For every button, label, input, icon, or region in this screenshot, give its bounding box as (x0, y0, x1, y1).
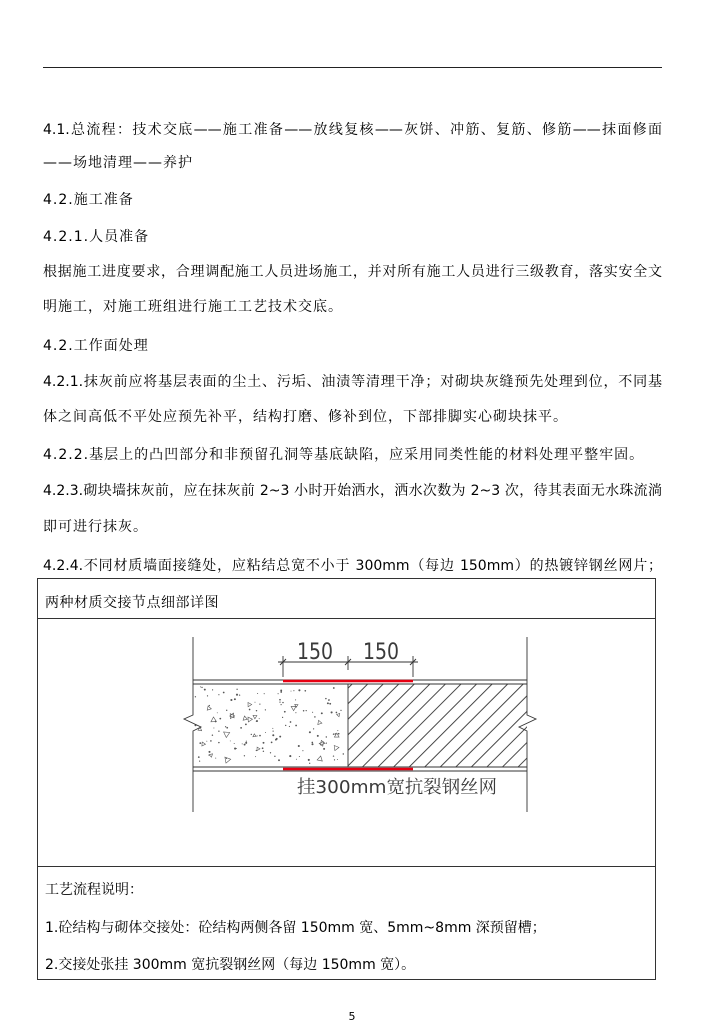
concrete-aggregate-dot (334, 759, 335, 760)
concrete-aggregate-dot (337, 730, 338, 731)
concrete-aggregate-dot (245, 742, 247, 744)
overall-process-text: 4.1.总流程：技术交底——施工准备——放线复核——灰饼、冲筋、复筋、修筋——抹面修面 (43, 122, 662, 138)
concrete-aggregate-dot (218, 730, 219, 731)
concrete-aggregate-dot (208, 751, 210, 753)
concrete-aggregate-dot (255, 702, 256, 703)
concrete-aggregate-dot (328, 700, 329, 701)
caption-cell (38, 579, 655, 619)
concrete-aggregate-dot (236, 694, 238, 696)
concrete-aggregate-dot (302, 750, 303, 751)
masonry-block (348, 684, 527, 767)
concrete-aggregate-dot (200, 686, 201, 687)
page-number: 5 (348, 1010, 356, 1023)
concrete-aggregate-dot (295, 699, 296, 700)
personnel-preparation-text-continued: 明施工，对施工班组进行施工工艺技术交底。 (43, 299, 343, 315)
concrete-aggregate-dot (338, 733, 340, 735)
concrete-aggregate-dot (326, 736, 327, 737)
concrete-aggregate-dot (311, 742, 313, 744)
concrete-aggregate-dot (256, 720, 258, 722)
concrete-aggregate-dot (333, 733, 335, 735)
concrete-aggregate-dot (276, 738, 278, 740)
concrete-aggregate-dot (308, 759, 310, 761)
concrete-aggregate-dot (263, 742, 265, 744)
concrete-aggregate-dot (259, 718, 260, 719)
concrete-aggregate-dot (234, 698, 236, 700)
concrete-aggregate-dot (259, 735, 261, 737)
junction-detail-drawing (37, 618, 656, 866)
note-item-2: 2.交接处张挂 300mm 宽抗裂钢丝网（每边 150mm 宽）。 (45, 957, 416, 973)
concrete-aggregate-dot (285, 725, 286, 726)
concrete-aggregate-dot (234, 743, 235, 744)
notes-title: 工艺流程说明： (45, 882, 143, 898)
concrete-aggregate-dot (236, 689, 237, 690)
concrete-aggregate-dot (279, 701, 280, 702)
concrete-aggregate-dot (296, 759, 297, 760)
concrete-aggregate-dot (331, 711, 333, 713)
concrete-aggregate-dot (234, 748, 236, 750)
concrete-aggregate-dot (204, 689, 206, 691)
concrete-aggregate-dot (263, 751, 264, 752)
concrete-aggregate-dot (245, 723, 247, 725)
concrete-aggregate-dot (309, 731, 311, 733)
heading-construction-preparation: 4.2.施工准备 (43, 192, 134, 208)
dimension-label-right: 150 (363, 640, 399, 665)
concrete-aggregate-dot (225, 726, 226, 727)
concrete-aggregate-dot (198, 756, 200, 758)
concrete-aggregate-dot (199, 742, 201, 744)
heading-personnel-preparation: 4.2.1.人员准备 (43, 229, 150, 245)
concrete-aggregate-dot (306, 710, 307, 711)
concrete-aggregate-dot (298, 745, 300, 747)
concrete-aggregate-dot (264, 693, 265, 694)
concrete-aggregate-dot (249, 709, 251, 711)
concrete-aggregate-dot (280, 690, 282, 692)
concrete-aggregate-dot (209, 705, 210, 706)
detail-caption: 两种材质交接节点细部详图 (45, 595, 219, 611)
concrete-aggregate-dot (278, 759, 280, 761)
block-wall-watering-text: 4.2.3.砌块墙抹灰前，应在抹灰前 2~3 小时开始洒水，洒水次数为 2~3 次，待其表面无水珠流淌 (43, 483, 662, 499)
concrete-aggregate-dot (206, 741, 207, 742)
concrete-aggregate-dot (329, 703, 331, 705)
concrete-aggregate-dot (272, 734, 274, 736)
concrete-aggregate-dot (218, 694, 219, 695)
concrete-aggregate-dot (230, 699, 232, 701)
concrete-aggregate-dot (281, 704, 282, 705)
header-rule (43, 67, 662, 68)
concrete-aggregate-dot (244, 755, 245, 756)
concrete-aggregate-dot (317, 735, 319, 737)
concrete-aggregate-dot (215, 758, 216, 759)
concrete-aggregate-dot (282, 717, 283, 718)
dimension-label-left: 150 (297, 640, 333, 665)
base-defects-text: 4.2.2.基层上的凸凹部分和非预留孔洞等基底缺陷，应采用同类性能的材料处理平整牢固。 (43, 447, 645, 463)
concrete-aggregate-dot (326, 743, 327, 744)
detail-table (37, 578, 656, 980)
personnel-preparation-text: 根据施工进度要求，合理调配施工人员进场施工，并对所有施工人员进行三级教育，落实安全文 (43, 264, 662, 280)
mesh-requirement-text: 4.2.4.不同材质墙面接缝处，应粘结总宽不小于 300mm（每边 150mm）的热镀锌钢丝网片； (43, 558, 662, 574)
concrete-aggregate-dot (240, 727, 242, 729)
concrete-aggregate-dot (313, 728, 314, 729)
concrete-aggregate-dot (270, 752, 271, 753)
heading-work-surface-treatment: 4.2.工作面处理 (43, 338, 149, 354)
diagram-cell (38, 619, 655, 867)
notes-cell (38, 867, 655, 979)
concrete-aggregate-dot (337, 759, 338, 760)
concrete-aggregate-dot (207, 695, 208, 696)
concrete-aggregate-dot (304, 690, 306, 692)
concrete-aggregate-dot (244, 744, 246, 746)
concrete-aggregate-dot (230, 740, 231, 741)
concrete-block (193, 684, 348, 767)
concrete-aggregate-dot (289, 755, 291, 757)
concrete-aggregate-dot (265, 732, 266, 733)
concrete-aggregate-dot (201, 687, 202, 688)
concrete-aggregate-dot (212, 689, 213, 690)
concrete-aggregate-dot (259, 704, 260, 705)
concrete-aggregate-dot (210, 740, 212, 742)
concrete-aggregate-dot (271, 742, 273, 744)
note-item-1: 1.砼结构与砌体交接处：砼结构两侧各留 150mm 宽、5mm~8mm 深预留槽； (45, 920, 546, 936)
concrete-aggregate-dot (282, 702, 283, 703)
concrete-aggregate-dot (333, 755, 334, 756)
concrete-aggregate-dot (279, 699, 281, 701)
concrete-aggregate-dot (278, 693, 279, 694)
concrete-aggregate-dot (251, 734, 252, 735)
concrete-aggregate-dot (312, 712, 313, 713)
concrete-aggregate-dot (295, 712, 296, 713)
concrete-aggregate-dot (256, 710, 257, 711)
concrete-aggregate-dot (223, 692, 225, 694)
concrete-aggregate-dot (309, 763, 310, 764)
overall-process-text-continued: ——场地清理——养护 (43, 155, 193, 171)
concrete-aggregate-dot (273, 731, 274, 732)
mesh-callout-label: 挂300mm宽抗裂钢丝网 (297, 777, 497, 798)
concrete-aggregate-dot (303, 710, 305, 712)
concrete-aggregate-dot (314, 716, 316, 718)
concrete-aggregate-dot (262, 747, 264, 749)
concrete-aggregate-dot (290, 721, 292, 723)
concrete-aggregate-dot (343, 753, 344, 754)
block-wall-watering-text-continued: 即可进行抹灰。 (43, 519, 148, 535)
concrete-aggregate-dot (327, 702, 329, 704)
concrete-aggregate-dot (299, 756, 300, 757)
concrete-aggregate-dot (218, 742, 219, 743)
concrete-aggregate-dot (291, 691, 292, 692)
concrete-aggregate-dot (195, 696, 196, 697)
concrete-aggregate-dot (284, 711, 286, 713)
base-cleaning-text-continued: 体之间高低不平处应预先补平，结构打磨、修补到位，下部排脚实心砌块抹平。 (43, 409, 568, 425)
concrete-aggregate-dot (212, 734, 213, 735)
concrete-aggregate-dot (272, 728, 273, 729)
concrete-aggregate-dot (321, 712, 323, 714)
concrete-aggregate-dot (279, 736, 281, 738)
concrete-aggregate-dot (217, 712, 218, 713)
concrete-aggregate-dot (213, 728, 214, 729)
concrete-aggregate-dot (289, 726, 290, 727)
concrete-aggregate-dot (311, 743, 313, 745)
concrete-aggregate-dot (242, 743, 243, 744)
concrete-aggregate-dot (257, 693, 258, 694)
concrete-aggregate-dot (336, 712, 338, 714)
concrete-aggregate-dot (293, 690, 294, 691)
concrete-aggregate-dot (226, 710, 227, 711)
concrete-aggregate-dot (199, 761, 200, 762)
concrete-aggregate-dot (239, 694, 240, 695)
concrete-aggregate-dot (340, 710, 341, 711)
concrete-aggregate-dot (246, 741, 247, 742)
concrete-aggregate-dot (323, 748, 325, 750)
base-cleaning-text: 4.2.1.抹灰前应将基层表面的尘土、污垢、油渍等清理干净；对砌块灰缝预先处理到位，不同基 (43, 374, 662, 390)
concrete-aggregate-dot (236, 748, 237, 749)
concrete-aggregate-dot (226, 727, 228, 729)
concrete-aggregate-dot (265, 709, 266, 710)
concrete-aggregate-dot (333, 687, 335, 689)
concrete-aggregate-dot (255, 756, 256, 757)
concrete-aggregate-dot (219, 718, 221, 720)
concrete-aggregate-dot (325, 698, 326, 699)
concrete-aggregate-dot (257, 735, 258, 736)
concrete-aggregate-dot (298, 689, 300, 691)
concrete-aggregate-dot (274, 756, 275, 757)
concrete-aggregate-dot (295, 725, 297, 727)
